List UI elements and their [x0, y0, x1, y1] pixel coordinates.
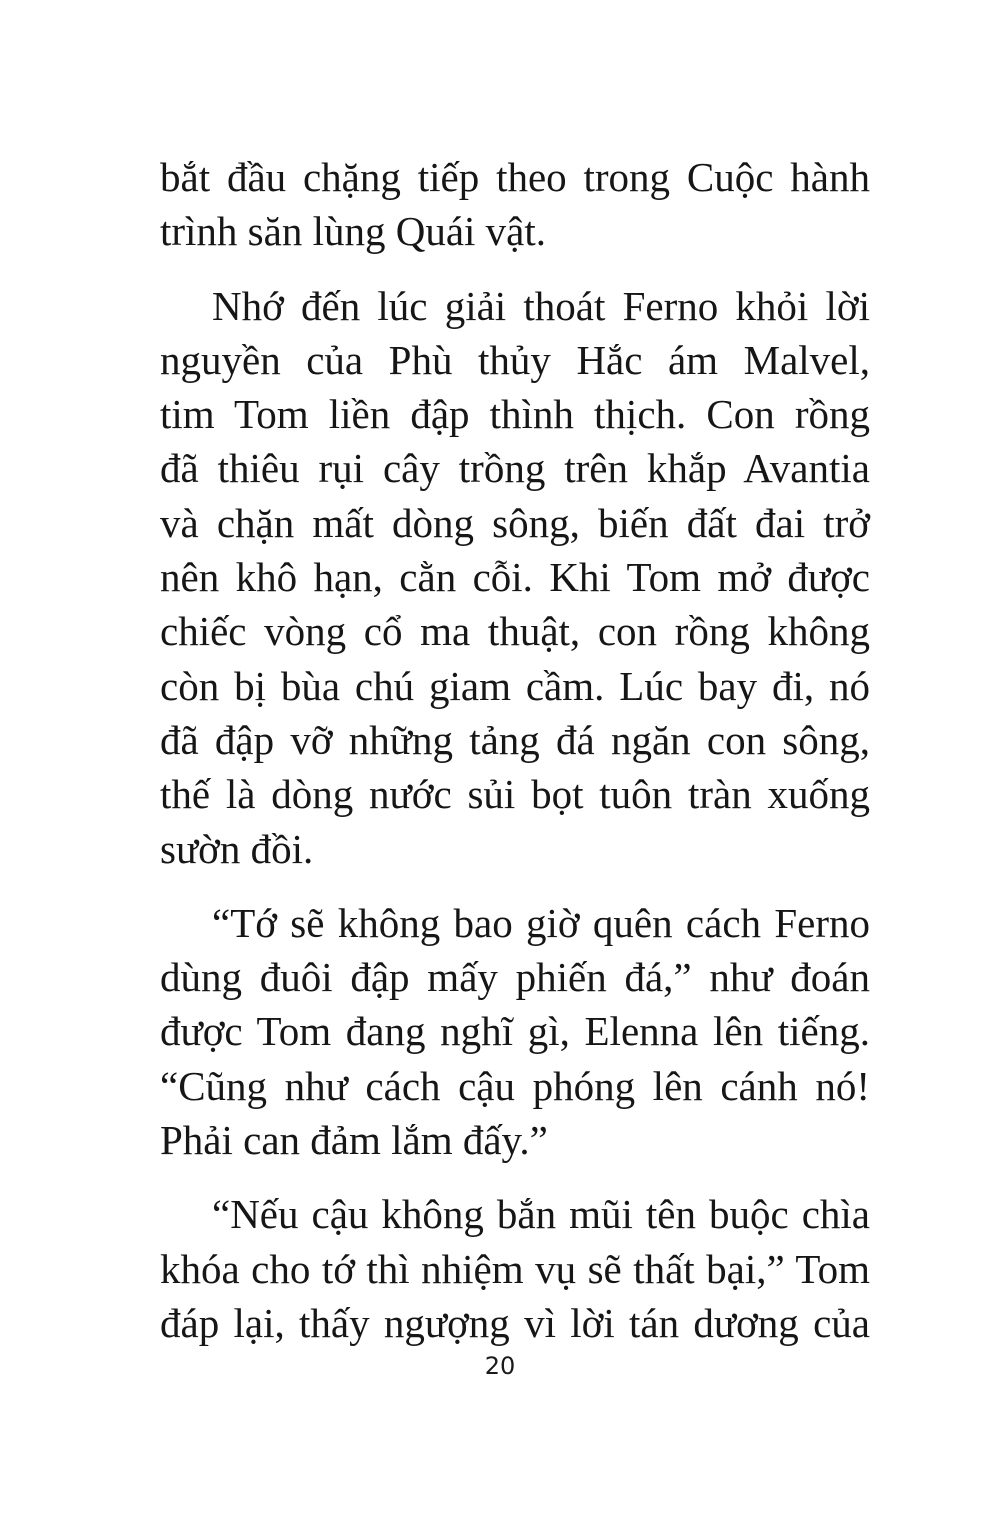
text-line: dùng đuôi đập mấy phiến đá,” như đoán	[160, 954, 870, 1001]
paragraph	[160, 150, 870, 259]
text-line: “Nếu cậu không bắn mũi tên buộc chìa	[212, 1191, 870, 1238]
text-line: tim Tom liền đập thình thịch. Con rồng	[160, 391, 870, 438]
text-line: đã thiêu rụi cây trồng trên khắp Avantia	[160, 445, 870, 492]
text-line: còn bị bùa chú giam cầm. Lúc bay đi, nó	[160, 662, 870, 709]
text-line: “Tớ sẽ không bao giờ quên cách Ferno	[212, 899, 870, 946]
text-line: sườn đồi.	[160, 825, 314, 872]
page-number: 20	[484, 1352, 516, 1380]
text-line: Phải can đảm lắm đấy.”	[160, 1117, 548, 1164]
text-line: Nhớ đến lúc giải thoát Ferno khỏi lời	[212, 282, 870, 329]
text-line: nguyền của Phù thủy Hắc ám Malvel,	[160, 336, 870, 383]
paragraph	[160, 279, 870, 876]
text-line: chiếc vòng cổ ma thuật, con rồng không	[160, 608, 870, 655]
text-line: “Cũng như cách cậu phóng lên cánh nó!	[160, 1062, 870, 1109]
body-text	[160, 150, 870, 1370]
text-line: nên khô hạn, cằn cỗi. Khi Tom mở được	[160, 554, 870, 601]
paragraph	[160, 1187, 870, 1350]
text-line: được Tom đang nghĩ gì, Elenna lên tiếng.	[160, 1008, 870, 1055]
text-line: bắt đầu chặng tiếp theo trong Cuộc hành	[160, 154, 870, 200]
text-line: và chặn mất dòng sông, biến đất đai trở	[160, 499, 870, 546]
text-line: khóa cho tớ thì nhiệm vụ sẽ thất bại,” Tom	[160, 1245, 870, 1292]
text-line: đã đập vỡ những tảng đá ngăn con sông,	[160, 716, 870, 763]
text-line: trình săn lùng Quái vật.	[160, 208, 547, 255]
paragraph	[160, 896, 870, 1167]
text-line: thế là dòng nước sủi bọt tuôn tràn xuống	[160, 771, 870, 818]
text-line: đáp lại, thấy ngượng vì lời tán dương của	[160, 1299, 870, 1346]
